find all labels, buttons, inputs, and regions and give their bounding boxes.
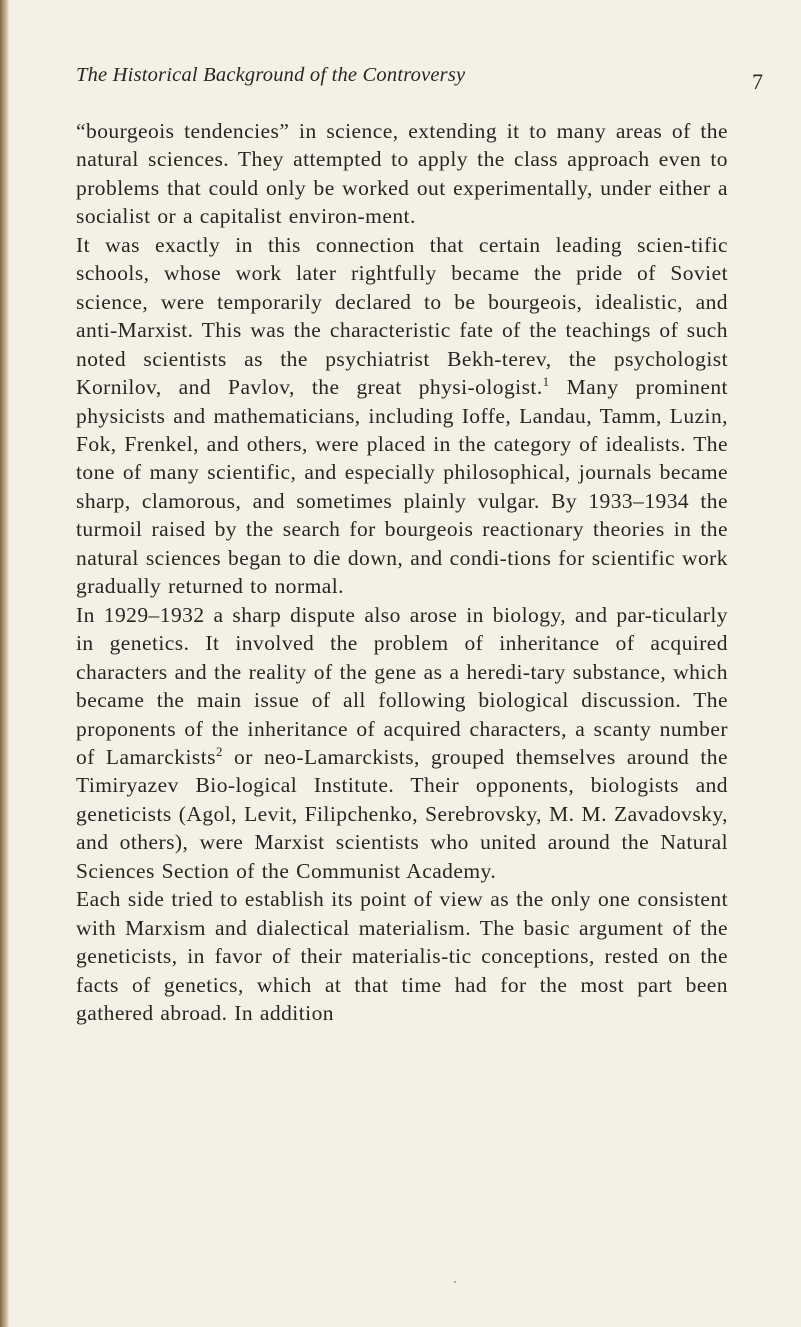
paragraph	[76, 117, 728, 231]
paragraph-text: “bourgeois tendencies” in science, extending it to many areas of the natural sciences. They attempted to apply the class approach even to problems that could only be worked out experimentally, under either a socialist or a capitalist environ-ment.	[76, 119, 728, 229]
page-binding-edge	[0, 0, 9, 1327]
paragraph-text: It was exactly in this connection that certain leading scien-tific schools, whose work later rightfully became the pride of Soviet science, were temporarily declared to be bourgeois, idealistic, and anti-Marxist. This was the characteristic fate of the teachings of such noted scientists as the psychiatrist Bekh-terev, the psychologist Kornilov, and Pavlov, the great physi-ologist.	[76, 232, 728, 400]
paragraph	[76, 231, 728, 601]
footnote-marker: 1	[542, 374, 550, 390]
paragraph-text: or neo-Lamarckists, grouped themselves around the Timiryazev Bio-logical Institute. Their opponents, biologists and geneticists (Agol, Levit, Filipchenko, Serebrovsky, M. M. Zavadovsky, and others), were Marxist scientists who united around the Natural Sciences Section of the Communist Academy.	[76, 744, 728, 883]
footnote-marker: 2	[215, 743, 223, 759]
paragraph	[76, 601, 728, 886]
paragraph-text: Each side tried to establish its point of view as the only one consistent with Marxism and dialectical materialism. The basic argument of the geneticists, in favor of their materialis-tic conceptions, rested on the facts of genetics, which at that time had for the most part been gathered abroad. In addition	[76, 887, 728, 1026]
paragraph-text: In 1929–1932 a sharp dispute also arose in biology, and par-ticularly in genetics. It involved the problem of inheritance of acquired characters and the reality of the gene as a heredi-tary substance, which became the main issue of all following biological discussion. The proponents of the inheritance of acquired characters, a scanty number of Lamarckists	[76, 602, 728, 769]
paper-speck	[454, 1281, 456, 1283]
paragraph	[76, 885, 728, 1027]
paragraph-text: Many prominent physicists and mathematicians, including Ioffe, Landau, Tamm, Luzin, Fok, Frenkel, and others, were placed in the category of idealists. The tone of many scientific, and especially philosophical, journals became sharp, clamorous, and sometimes plainly vulgar. By 1933–1934 the turmoil raised by the search for bourgeois reactionary theories in the natural sciences began to die down, and condi-tions for scientific work gradually returned to normal.	[76, 375, 728, 599]
body-text	[76, 117, 728, 1028]
book-page	[76, 0, 763, 1327]
page-number: 7	[752, 69, 763, 94]
running-head: The Historical Background of the Controversy	[76, 64, 466, 86]
